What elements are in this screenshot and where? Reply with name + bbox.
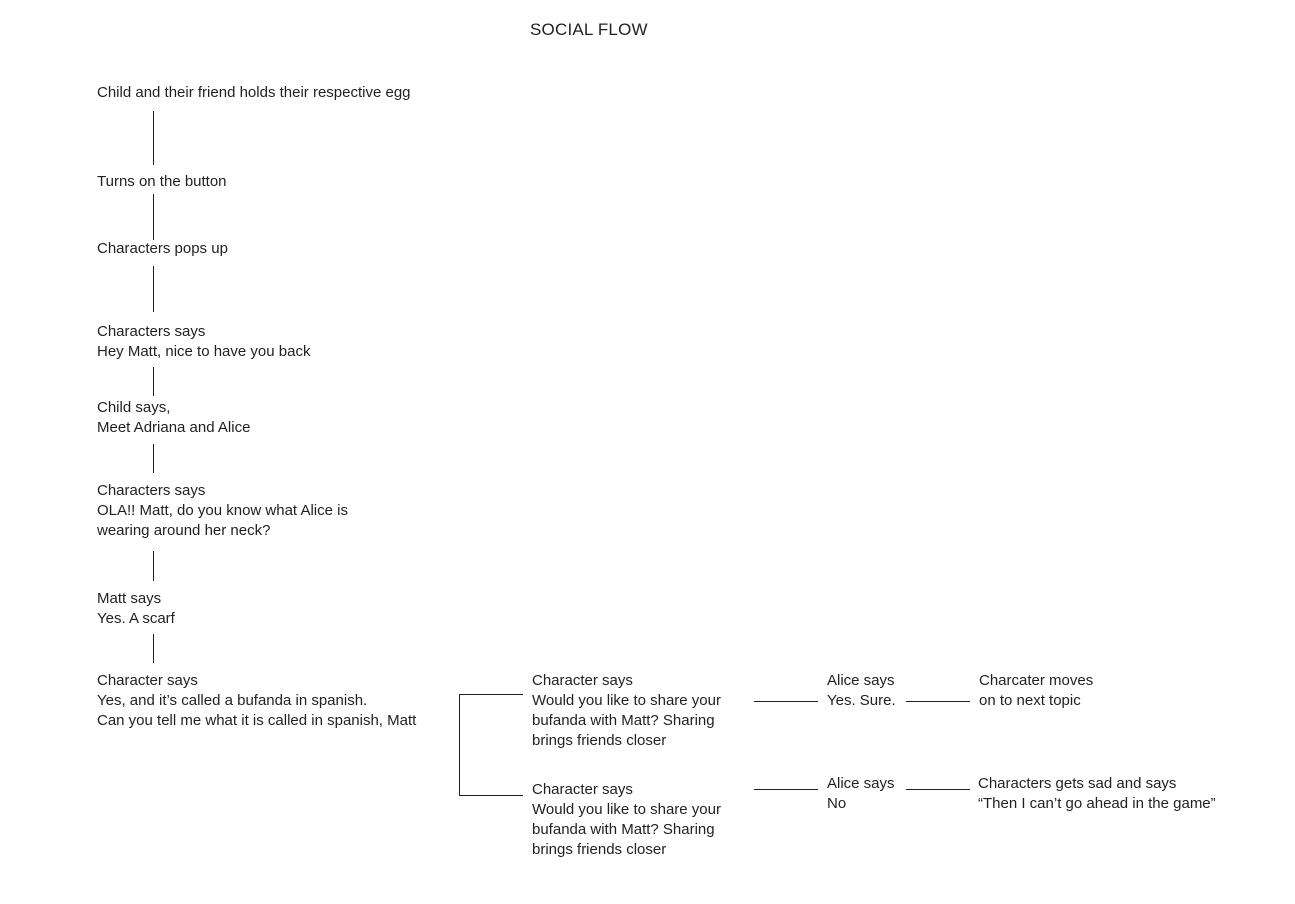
branch-no-question: Character says Would you like to share your bufanda with Matt? Sharing brings friends closer: [532, 781, 721, 858]
flow-step-characters-pop-up: Characters pops up: [97, 240, 228, 257]
branch-no-result: Characters gets sad and says “Then I can’t go ahead in the game”: [978, 775, 1216, 812]
branch-bracket-top: [459, 694, 523, 695]
connector-yes-answer-result: [906, 701, 970, 702]
flow-step-turn-on-button: Turns on the button: [97, 173, 227, 190]
diagram-title: SOCIAL FLOW: [530, 20, 648, 39]
branch-yes-result: Charcater moves on to next topic: [979, 672, 1094, 709]
branch-bracket-bottom: [459, 795, 523, 796]
connector-no-question-answer: [754, 789, 818, 790]
flow-step-matt-answer: Matt says Yes. A scarf: [97, 590, 175, 627]
connector-6-7: [153, 551, 154, 581]
branch-yes-answer: Alice says Yes. Sure.: [827, 672, 896, 709]
branch-bracket-vertical: [459, 694, 460, 796]
connector-no-answer-result: [906, 789, 970, 790]
connector-yes-question-answer: [754, 701, 818, 702]
branch-no-answer: Alice says No: [827, 775, 895, 812]
connector-4-5: [153, 367, 154, 396]
branch-yes-question: Character says Would you like to share your bufanda with Matt? Sharing brings friends closer: [532, 672, 721, 749]
flow-step-introduction: Child says, Meet Adriana and Alice: [97, 399, 251, 436]
flow-step-scarf-question: Characters says OLA!! Matt, do you know what Alice is wearing around her neck?: [97, 482, 348, 539]
flow-step-hold-egg: Child and their friend holds their respective egg: [97, 84, 411, 101]
connector-5-6: [153, 444, 154, 473]
flow-step-greeting: Characters says Hey Matt, nice to have you back: [97, 323, 311, 360]
flow-step-bufanda-question: Character says Yes, and it’s called a bufanda in spanish. Can you tell me what it is called in spanish, Matt: [97, 672, 417, 729]
connector-3-4: [153, 266, 154, 312]
connector-2-3: [153, 194, 154, 240]
connector-1-2: [153, 111, 154, 165]
connector-7-8: [153, 634, 154, 663]
